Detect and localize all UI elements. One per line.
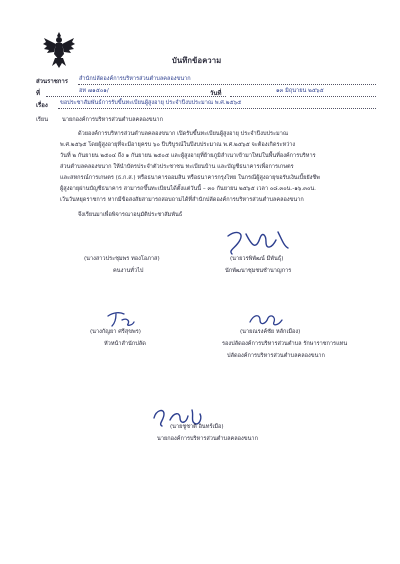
date-underline: [230, 96, 376, 97]
signer-right2-position-1: รองปลัดองค์การบริหารส่วนตำบล รักษาราชการแทน: [222, 341, 348, 347]
garuda-emblem-icon: [42, 30, 76, 70]
department-value: สำนักปลัดองค์การบริหารส่วนตำบลคลองขนาก: [79, 76, 191, 82]
signer-bottom-name: (นายชูชาติ อินทร์เมือ): [170, 424, 224, 430]
subject-value: ขอประชาสัมพันธ์การรับขึ้นทะเบียนผู้สูงอายุ ประจำปีงบประมาณ พ.ศ.๒๕๖๕: [60, 100, 242, 106]
department-label: ส่วนราชการ: [36, 78, 69, 85]
signer-left1-name: (นางสาวประชุมพร ทองโอภาส): [84, 256, 160, 262]
signature-right2-icon: [246, 308, 286, 330]
signer-right1-position: นักพัฒนาชุมชนชำนาญการ: [225, 268, 292, 274]
body-line-7: เว้นวันหยุดราชการ หากมีข้อสงสัยสามารถสอบถามได้ที่สำนักปลัดองค์การบริหารส่วนตำบลคลองขนาก: [60, 197, 304, 203]
signer-right1-name: (นายวรพิพัฒน์ มีพันธุ์): [230, 256, 284, 262]
date-value: ๑๓ มิถุนายน ๒๕๖๕: [276, 88, 324, 94]
closing-line: จึงเรียนมาเพื่อพิจารณาอนุมัติประชาสัมพันธ์: [78, 212, 183, 218]
memo-title: บันทึกข้อความ: [172, 56, 222, 65]
body-line-4: ส่วนตำบลคลองขนาก ให้นำบัตรประจำตัวประชาชน ทะเบียนบ้าน และบัญชีธนาคารเพื่อการเกษตร: [60, 164, 294, 170]
body-line-2: พ.ศ.๒๕๖๕ โดยผู้สูงอายุที่จะมีอายุครบ ๖๐ ปีบริบูรณ์ในปีงบประมาณ พ.ศ.๒๕๖๕ จะต้องเกิดระหว่าง: [60, 142, 296, 148]
subject-underline: [58, 108, 376, 109]
salutation-label: เรียน: [36, 117, 49, 123]
signature-left2-icon: [104, 308, 138, 330]
signer-left1-position: คนงานทั่วไป: [113, 268, 144, 274]
ref-value: ฮท ๗๑๕๐๑/: [79, 88, 109, 94]
body-line-6: ผู้สูงอายุผ่านบัญชีธนาคาร สามารถขึ้นทะเบียนได้ตั้งแต่วันนี้ – ๓๐ กันยายน ๒๕๖๕ เวลา ๐๘.๓๐น.-๑๖.๓๐น.: [60, 186, 316, 192]
body-line-1: ด้วยองค์การบริหารส่วนตำบลคลองขนาก เปิดรับขึ้นทะเบียนผู้สูงอายุ ประจำปีงบประมาณ: [78, 131, 289, 137]
signer-right2-position-2: ปลัดองค์การบริหารส่วนตำบลคลองขนาก: [227, 353, 325, 359]
signature-right1-icon: [222, 226, 292, 258]
signer-bottom-position: นายกองค์การบริหารส่วนตำบลคลองขนาก: [157, 436, 258, 442]
ref-underline: [46, 96, 226, 97]
salutation-value: นายกองค์การบริหารส่วนตำบลคลองขนาก: [62, 117, 163, 123]
ref-label: ที่: [36, 90, 40, 97]
department-underline: [78, 84, 376, 85]
signer-left2-position: หัวหน้าสำนักปลัด: [104, 341, 146, 347]
signer-left2-name: (นางกัญยา ศรีสุขพร): [90, 329, 141, 335]
date-label: วันที่: [210, 90, 222, 97]
body-line-3: วันที่ ๒ กันยายน ๒๕๐๔ ถึง ๑ กันยายน ๒๕๐๕ และผู้สูงอายุที่ย้ายภูมิลำเนาเข้ามาใหม่ในพื้นที่องค์การบริหาร: [60, 153, 316, 159]
signer-right2-name: (นายณรงค์ชัย หลักเมือง): [240, 329, 301, 335]
subject-label: เรื่อง: [36, 102, 48, 109]
body-line-5: และสหกรณ์การเกษตร (ธ.ก.ส.) หรือธนาคารออมสิน หรือธนาคารกรุงไทย ในกรณีผู้สูงอายุขอรับเงินเบี้ยยังชีพ: [60, 175, 320, 181]
